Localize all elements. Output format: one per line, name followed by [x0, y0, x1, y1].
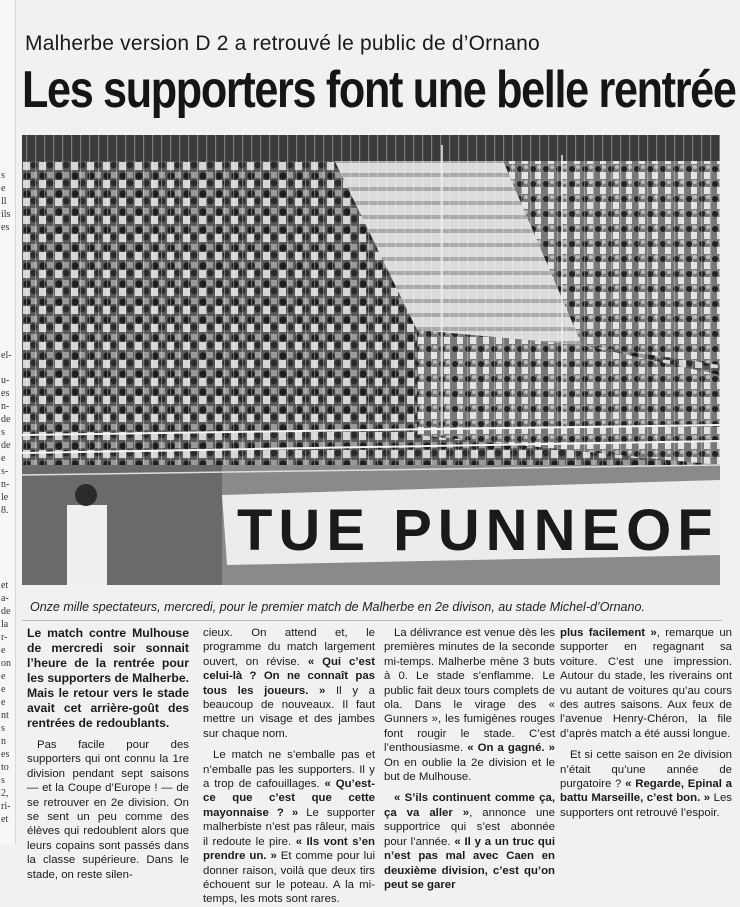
- margin-fragment: e: [1, 697, 6, 708]
- margin-fragment: de: [1, 440, 11, 451]
- margin-fragment: n: [1, 736, 6, 747]
- column-3-text-c: , annonce une supportrice qui s’est abonnée pour l’année.: [384, 806, 555, 848]
- column-4: [560, 626, 732, 820]
- column-2-quote-3: « Ils vont s’en prendre un. »: [203, 835, 375, 863]
- photo-banner-text: TUE PUNNEOF: [237, 498, 719, 563]
- column-3-text-b: On en oublie la 2e division et le but de Mulhouse.: [384, 756, 555, 784]
- margin-fragment: s-: [1, 466, 9, 477]
- margin-fragment: la: [1, 619, 9, 630]
- margin-fragment: on: [1, 658, 11, 669]
- crowd-photo: [22, 135, 720, 585]
- margin-fragment: e: [1, 684, 6, 695]
- margin-fragment: u-: [1, 375, 10, 386]
- margin-fragment: 2,: [1, 788, 9, 799]
- column-2-text-d: Le supporter malherbiste n’est pas râleur, mais il redoute le pire.: [203, 806, 375, 848]
- margin-fragment: n-: [1, 479, 10, 490]
- article-lead: Le match contre Mulhouse de mercredi soir sonnait l’heure de la rentrée pour les supporters de Malherbe. Mais le retour vers le stade avait cet arrière-goût des rentrées de redoublants.: [27, 626, 189, 730]
- column-4-text-b: Et si cette saison en 2e division n’était qu’une année de purgatoire ?: [560, 749, 732, 791]
- margin-fragment: e: [1, 645, 6, 656]
- margin-fragment: et: [1, 580, 9, 591]
- margin-fragment: es: [1, 388, 10, 399]
- crowd-photo-image: [22, 135, 720, 585]
- column-2-text-a: cieux. On attend et, le programme du match largement ouvert, on révise.: [203, 627, 375, 668]
- margin-fragment: 8.: [1, 505, 9, 516]
- margin-fragment: ils: [1, 209, 11, 220]
- column-2-text-b: Il y a beaucoup de nouveaux. Il faut mettre un visage et des jambes sur chaque nom.: [203, 684, 375, 740]
- article-headline: Les supporters font une belle rentrée: [22, 61, 736, 119]
- caption-divider: [22, 620, 722, 621]
- margin-fragment: es: [1, 222, 10, 233]
- column-2-text-c: Le match ne s’emballe pas et n’emballe pas les supporters. Il y a trop de cafouillages.: [203, 749, 375, 791]
- margin-fragment: r-: [1, 632, 8, 643]
- column-3-quote-3: « Il y a un truc qui n’est pas mal avec Caen en deuxième division, c’est qu’on peut se garer: [384, 835, 555, 891]
- margin-fragment: et: [1, 814, 9, 825]
- column-3-text-a: La délivrance est venue dès les premières minutes de la seconde mi-temps. Malherbe mène 3 buts à 0. Le stade s’enflamme. Le public fait deux tours complets de ola. Dans le virage des « Gunners », les fumigènes rouges font rougir le stade. C’est l’enthousiasme.: [384, 627, 555, 755]
- column-4-text-c: Les supporters ont retrouvé l’espoir.: [560, 792, 732, 819]
- margin-fragment: n-: [1, 401, 10, 412]
- margin-fragment: to: [1, 762, 9, 773]
- margin-fragment: ll: [1, 196, 7, 207]
- column-4-quote-2: « Regarde, Epinal a battu Marseille, c’est bon. »: [560, 778, 733, 805]
- margin-fragment: e: [1, 671, 6, 682]
- column-3: [384, 626, 555, 892]
- column-4-quote-1: plus facilement »: [560, 627, 657, 639]
- article-kicker: Malherbe version D 2 a retrouvé le public de d’Ornano: [25, 32, 540, 55]
- adjacent-column-fragments: [0, 0, 16, 844]
- margin-fragment: nt: [1, 710, 9, 721]
- margin-fragment: s: [1, 427, 5, 438]
- column-1: [27, 626, 189, 882]
- column-2-quote-2: « Qu’est-ce que c’est que cette mayonnaise ? »: [203, 778, 375, 819]
- column-2-quote-1: « Qui c’est celui-là ? On ne connaît pas tous les joueurs. »: [203, 655, 375, 697]
- photo-caption: Onze mille spectateurs, mercredi, pour le premier match de Malherbe en 2e divison, au stade Michel-d’Ornano.: [30, 600, 645, 614]
- margin-fragment: le: [1, 492, 9, 503]
- margin-fragment: de: [1, 606, 11, 617]
- column-2: [203, 626, 375, 907]
- margin-fragment: ri-: [1, 801, 11, 812]
- margin-fragment: s: [1, 723, 5, 734]
- margin-fragment: el-: [1, 350, 12, 361]
- margin-fragment: de: [1, 414, 11, 425]
- column-3-quote-1: « On a gagné. »: [467, 742, 555, 755]
- margin-fragment: a-: [1, 593, 9, 604]
- margin-fragment: e: [1, 453, 6, 464]
- margin-fragment: es: [1, 749, 10, 760]
- column-4-text-a: , remarque un supporter en regagnant sa voiture. C’est une impression. Autour du stade, les riverains ont vu autant de voitures qu’au cours des autres saisons. Aux feux de l’avenue Henry-Chéron, la file d’après match a été aussi longue.: [560, 627, 732, 740]
- margin-fragment: s: [1, 170, 5, 181]
- column-1-paragraph: Pas facile pour des supporters qui ont connu la 1re division pendant sept saisons — et la Coupe d’Europe ! — de se retrouver en 2e division. On se sent un peu comme des élèves qui redoublent alors que leurs copains sont passés dans la classe supérieure. Dans le stade, on reste silen-: [27, 739, 189, 881]
- margin-fragment: e: [1, 183, 6, 194]
- margin-fragment: s: [1, 775, 5, 786]
- column-3-quote-2: « S’ils continuent comme ça, ça va aller »: [384, 792, 555, 819]
- column-2-text-e: Et comme pour lui donner raison, voilà que deux tirs échouent sur le poteau. A la mi-temps, les mots sont rares.: [203, 850, 375, 906]
